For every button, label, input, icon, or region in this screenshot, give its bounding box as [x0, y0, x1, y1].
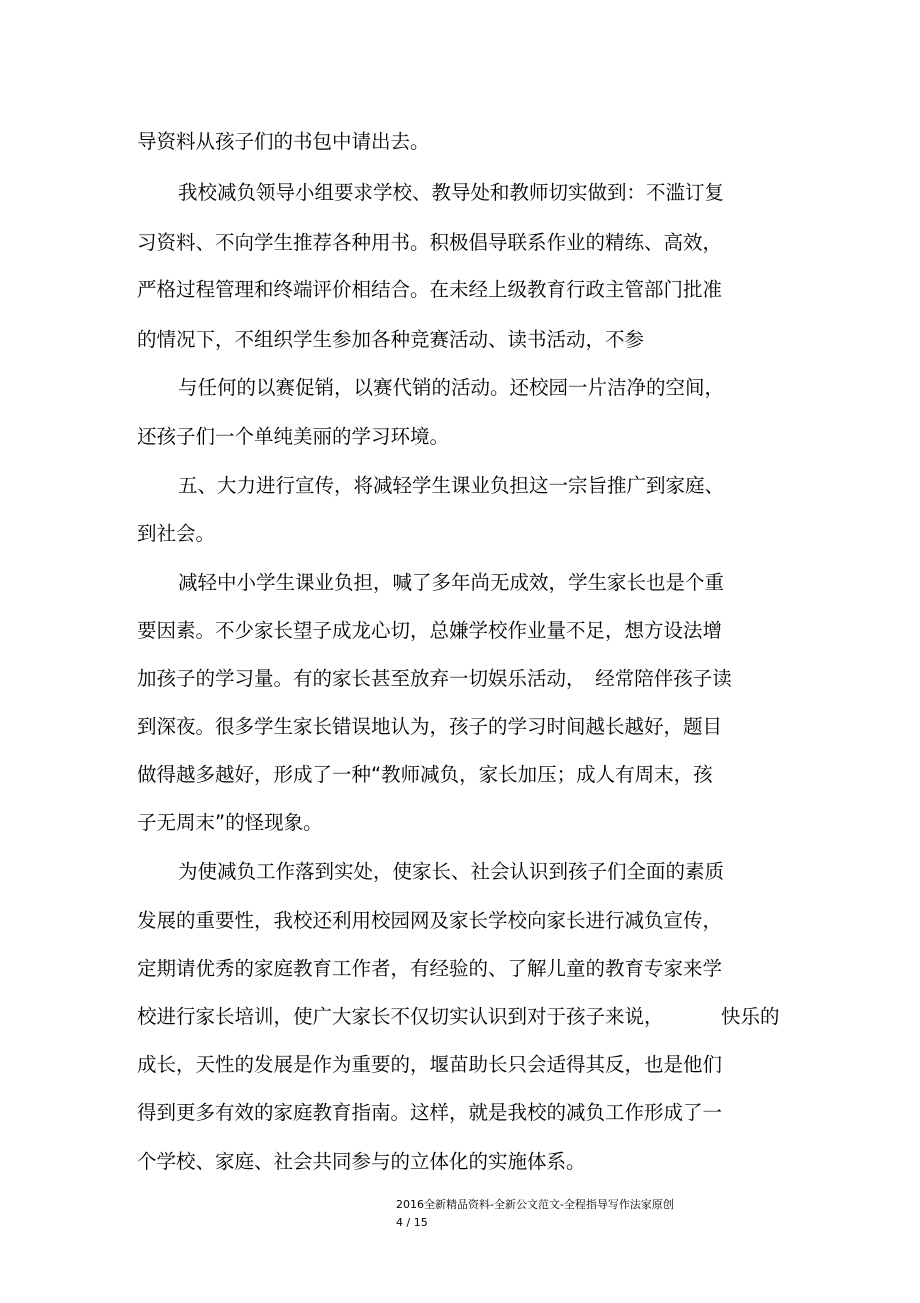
text-line-1: 导资料从孩子们的书包中请出去。	[137, 130, 430, 153]
text-line-12: 加孩子的学习量。有的家长甚至放弃一切娱乐活动， 经常陪伴孩子读	[137, 667, 732, 690]
text-line-19-tail: 快乐的	[721, 1005, 780, 1028]
text-line-16: 为使减负工作落到实处，使家长、社会认识到孩子们全面的素质	[178, 860, 725, 883]
text-line-17: 发展的重要性，我校还利用校园网及家长学校向家长进行减负宣传，	[137, 909, 723, 932]
text-line-21: 得到更多有效的家庭教育指南。这样，就是我校的减负工作形成了一	[137, 1101, 723, 1124]
text-line-3: 习资料、不向学生推荐各种用书。积极倡导联系作业的精练、高效，	[137, 231, 723, 254]
text-line-15: 子无周末”的怪现象。	[137, 811, 323, 834]
text-line-4: 严格过程管理和终端评价相结合。在未经上级教育行政主管部门批准	[137, 278, 723, 301]
text-line-13: 到深夜。很多学生家长错误地认为，孩子的学习时间越长越好，题目	[137, 715, 723, 738]
text-line-14: 做得越多越好，形成了一种“教师减负，家长加压；成人有周末，孩	[137, 763, 713, 786]
footer-note: 2016全新精品资料-全新公文范文-全程指导写作法家原创	[396, 1198, 674, 1211]
text-line-19: 校进行家长培训，使广大家长不仅切实认识到对于孩子来说，	[137, 1005, 664, 1028]
text-line-22: 个学校、家庭、社会共同参与的立体化的实施体系。	[137, 1150, 586, 1173]
text-line-8: 五、大力进行宣传，将减轻学生课业负担这一宗旨推广到家庭、	[178, 474, 725, 497]
page-number: 4 / 15	[396, 1216, 428, 1229]
text-line-18: 定期请优秀的家庭教育工作者，有经验的、了解儿童的教育专家来学	[137, 957, 723, 980]
text-line-2: 我校减负领导小组要求学校、教导处和教师切实做到：不滥订复	[178, 181, 725, 204]
text-line-9: 到社会。	[137, 522, 216, 545]
text-line-7: 还孩子们一个单纯美丽的学习环境。	[137, 425, 450, 448]
text-line-6: 与任何的以赛促销，以赛代销的活动。还校园一片洁净的空间，	[178, 376, 725, 399]
text-line-5: 的情况下，不组织学生参加各种竞赛活动、读书活动，不参	[137, 328, 645, 351]
text-line-20: 成长，天性的发展是作为重要的，堰苗助长只会适得其反，也是他们	[137, 1053, 723, 1076]
text-line-10: 减轻中小学生课业负担，喊了多年尚无成效，学生家长也是个重	[178, 571, 725, 594]
text-line-11: 要因素。不少家长望子成龙心切，总嫌学校作业量不足，想方设法增	[137, 619, 723, 642]
